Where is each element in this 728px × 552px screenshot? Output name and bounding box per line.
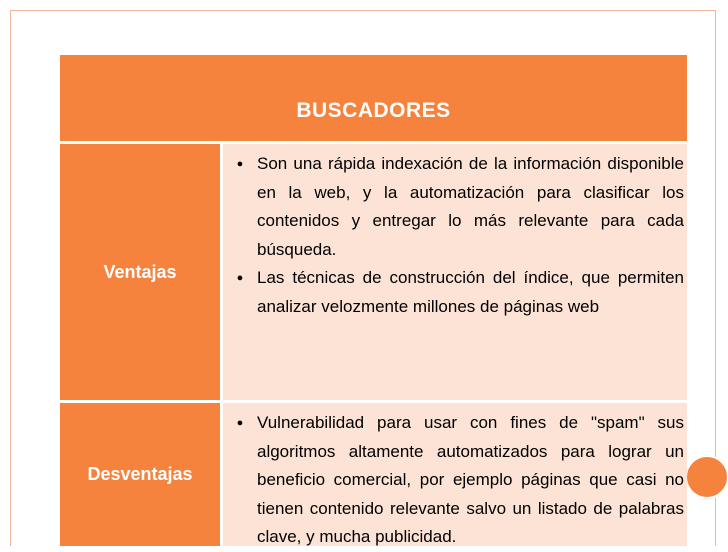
bullet-dot-icon: ● xyxy=(236,158,244,170)
row-content-desventajas xyxy=(223,403,687,546)
row-label-text: Desventajas xyxy=(87,464,193,484)
slide-decoration-circle xyxy=(685,455,728,499)
list-item xyxy=(223,150,684,264)
list-item-text: Son una rápida indexación de la información disponible en la web, y la automatización para clasificar los contenidos y entregar lo más relevante para cada búsqueda. xyxy=(257,154,684,259)
row-label-desventajas xyxy=(60,403,220,546)
list-item-text: Las técnicas de construcción del índice, que permiten analizar velozmente millones de páginas web xyxy=(257,268,684,316)
row-label-ventajas xyxy=(60,144,220,400)
list-item-text: Vulnerabilidad para usar con fines de "spam" sus algoritmos altamente automatizados para lograr un beneficio comercial, por ejemplo páginas que casi no tienen contenido relevante salvo un listado de palabras clave, y mucha publicidad. xyxy=(257,413,684,546)
list-item xyxy=(223,409,684,552)
table-title: BUSCADORES xyxy=(296,99,451,122)
row-label-text: Ventajas xyxy=(103,261,177,282)
bullet-dot-icon: ● xyxy=(236,272,244,284)
list-item xyxy=(223,264,684,321)
bullet-dot-icon: ● xyxy=(236,417,244,429)
table-header xyxy=(60,55,687,141)
row-content-ventajas xyxy=(223,144,687,400)
comparison-table xyxy=(60,55,687,546)
